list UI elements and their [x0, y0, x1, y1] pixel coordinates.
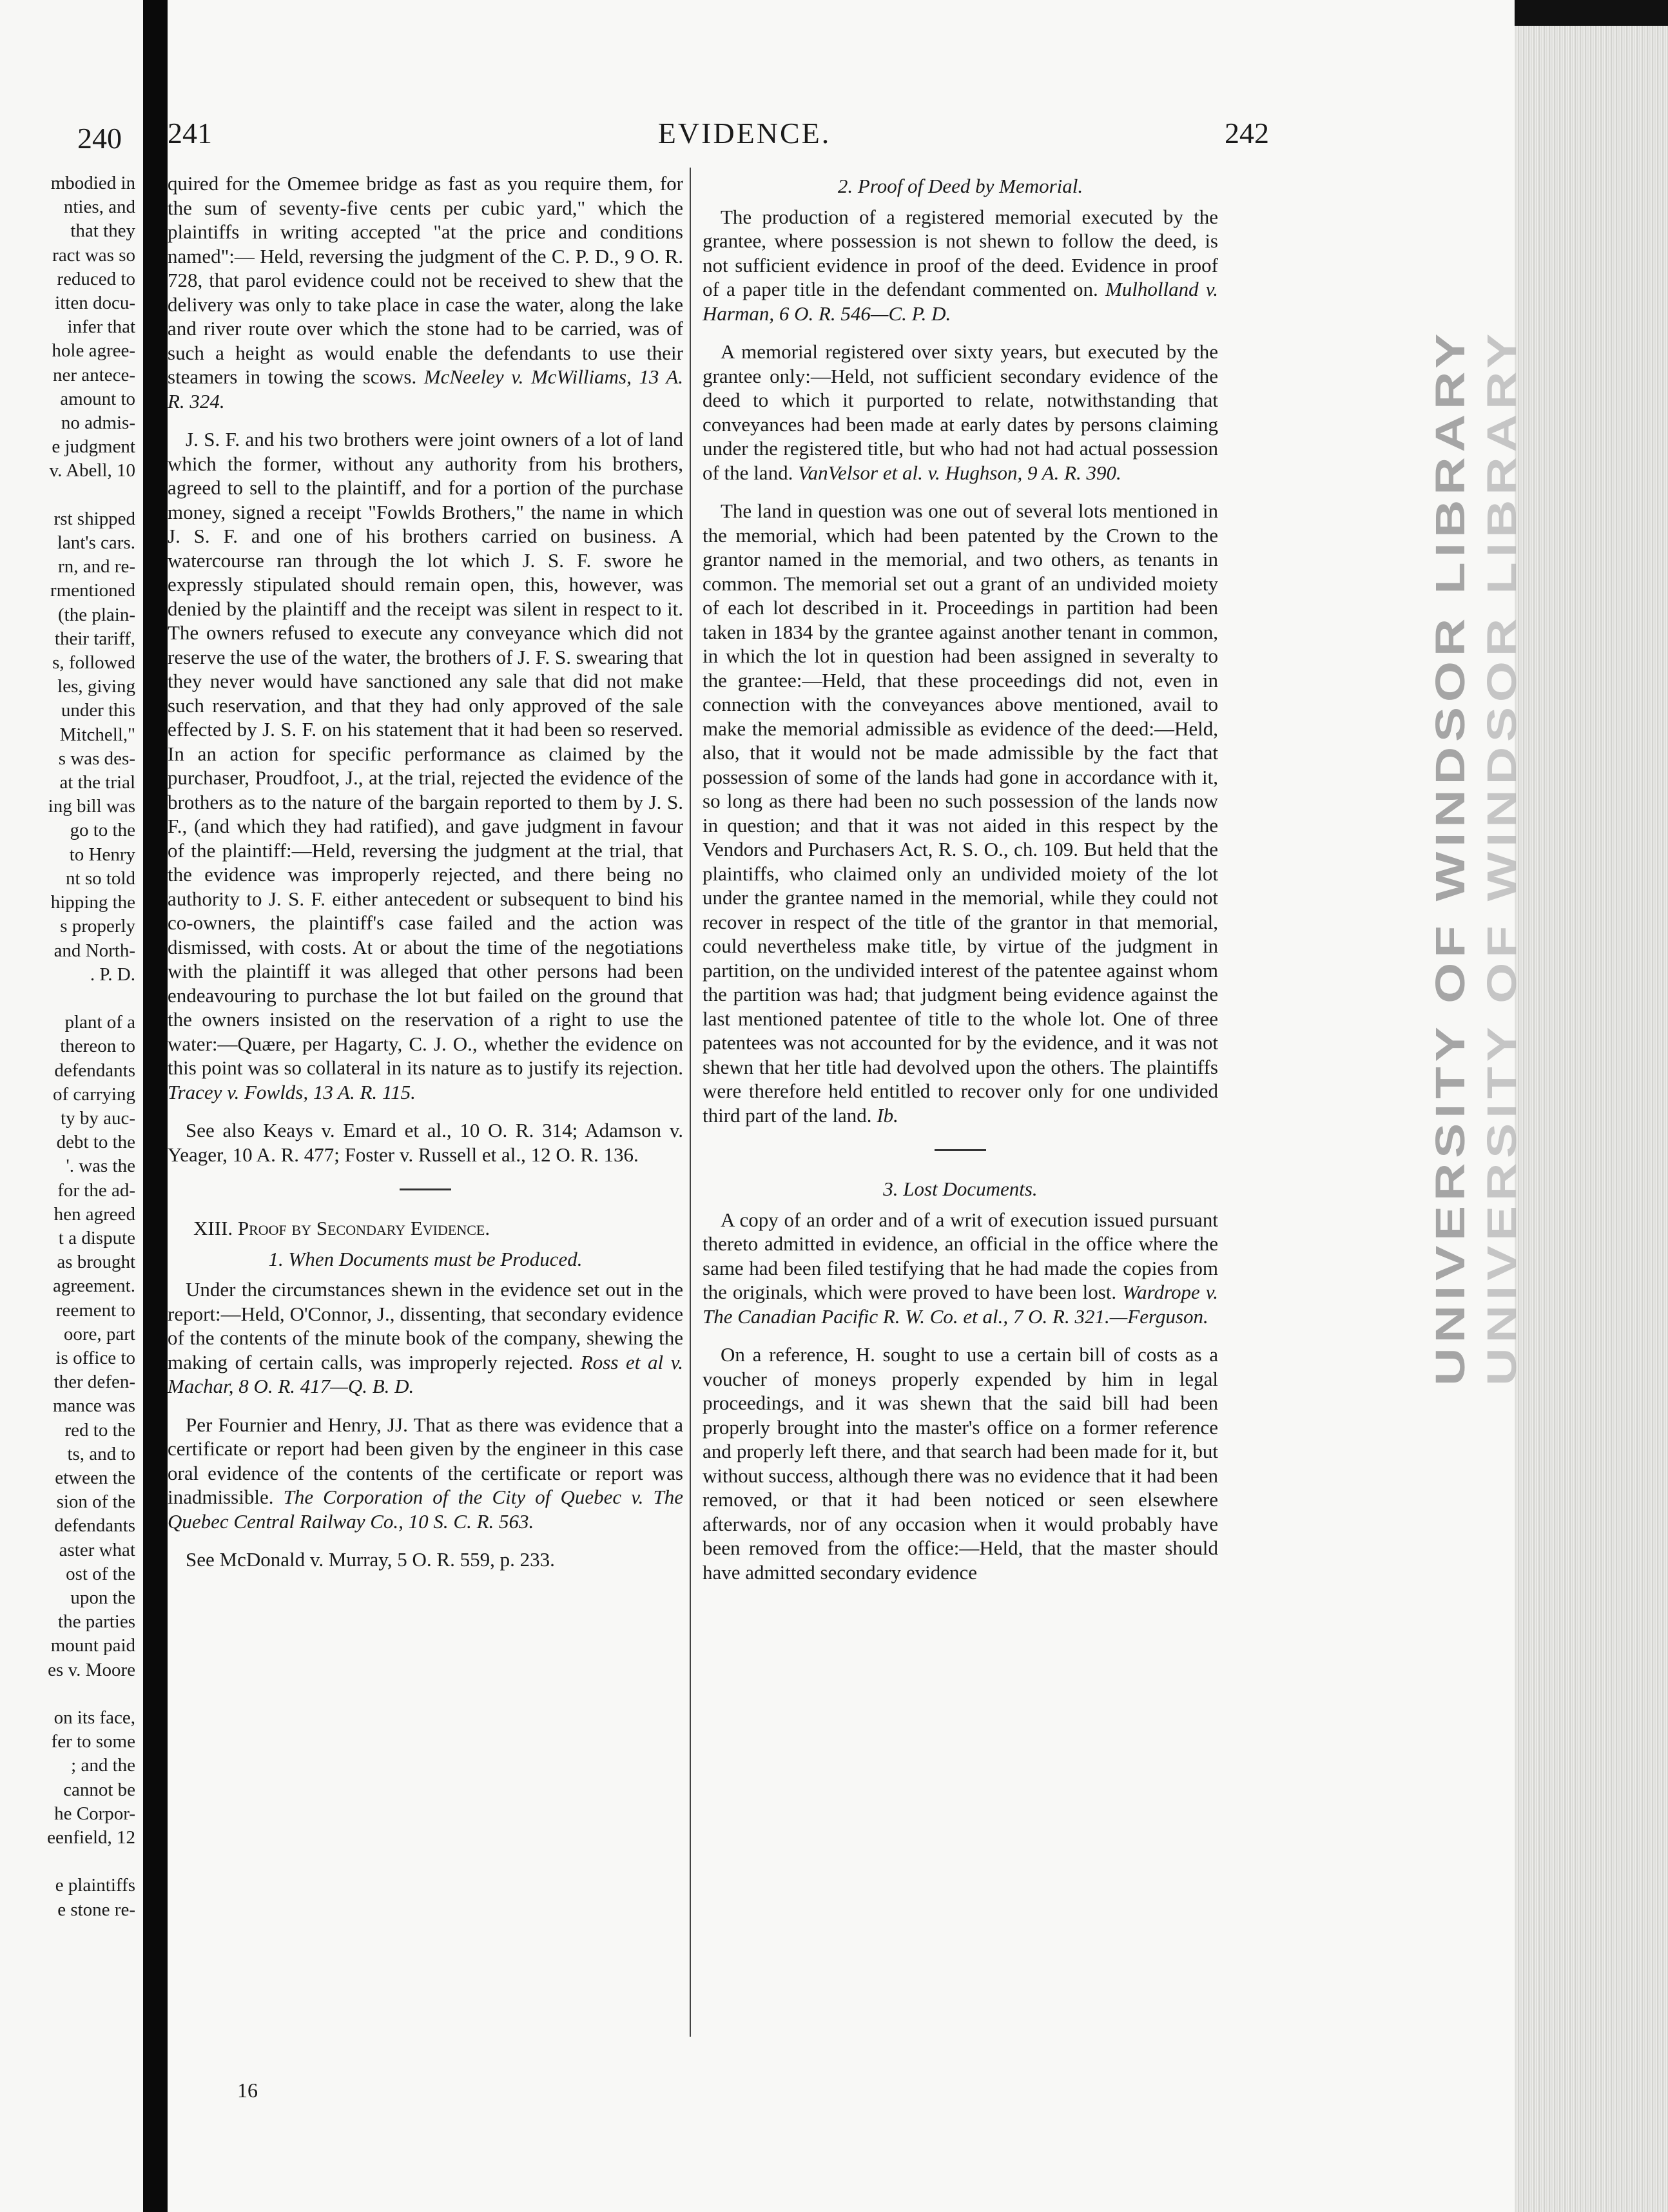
left-page-line: and North-	[53, 940, 135, 961]
left-page-line: mance was	[52, 1395, 135, 1417]
paragraph-text: The land in question was one out of several lots mentioned in the memorial, which had been patented by the Crown to the grantor named in the memorial, and two others, as tenants in common. The memorial set out a grant of an undivided moiety of each lot described in it. Proceedings in partition had been taken in 1834 by the grantee against another tenant in common, in which the lot in question had been assigned in severalty to the grantee:—Held, that these proceedings did not, even in connection with the conveyances above mentioned, avail to make the memorial admissible as evidence of the deed:—Held, also, that it would not be made admissible by the fact that possession of some of the lands had gone in accordance with it, so long as there had been no such possession of the lands now in question; and that it was not aided in this respect by the Vendors and Purchasers Act, R. S. O., ch. 109. But held that the plaintiffs, who claimed only an undivided moiety of the lot under the grantee named in the memorial, while they could not recover in respect of the title of the grantor in that memorial, could nevertheless make title, by virtue of the judgment in partition, on the undivided interest of the patentee against whom the partition was had; that judgment being evidence against the last mentioned patentee of title to the whole lot. One of three patentees was not accounted for by the evidence, and it was not shewn that her title had devolved upon the others. The plaintiffs were therefore held entitled to recover only for one undivided third part of the land.	[703, 500, 1218, 1127]
case-citation: The Corporation of the City of Quebec v. The Quebec Central Railway Co., 10 S. C. R. 563.	[168, 1486, 684, 1533]
left-page-line: for the ad-	[57, 1179, 135, 1201]
left-page-line: e plaintiffs	[55, 1875, 135, 1896]
page-edges	[1515, 0, 1668, 2212]
left-page-line: e stone re-	[57, 1899, 135, 1920]
left-page-line: rn, and re-	[58, 556, 135, 577]
left-page-line: of carrying	[52, 1083, 135, 1105]
left-page-line: plant of a	[64, 1012, 135, 1033]
left-page-line: s properly	[60, 916, 135, 937]
paragraph-text: quired for the Omemee bridge as fast as you require them, for the sum of seventy-five cents per cubic yard," which the plaintiffs in writing accepted "at the price and conditions named":— Held, reversing the judgment of the C. P. D., 9 O. R. 728, that parol evidence could not be received to shew that the delivery was only to take place in case the water, along the lake and river route over which the stone had to be carried, was of such a height as would enable the defendants to use their steamers in towing the scows.	[168, 172, 683, 388]
left-page-line: Mitchell,"	[59, 724, 135, 745]
left-column	[168, 171, 683, 1586]
left-page-line: s, followed	[52, 652, 135, 674]
case-citation: Ross et al v. Machar, 8 O. R. 417—Q. B. D.	[168, 1350, 683, 1397]
left-page-line	[0, 987, 135, 1011]
left-page-line: red to the	[64, 1419, 135, 1441]
case-citation: VanVelsor et al. v. Hughson, 9 A. R. 390.	[798, 461, 1121, 484]
left-page-line: v. Abell, 10	[49, 460, 135, 481]
left-page-line: (the plain-	[58, 604, 135, 625]
left-page-line: the parties	[58, 1611, 135, 1633]
left-page-line: e judgment	[52, 436, 135, 458]
left-page-line: mbodied in	[50, 173, 135, 193]
paragraph-text: The production of a registered memorial executed by the grantee, where possession is not shewn to follow the deed, is not sufficient evidence in proof of the deed. Evidence in proof of a paper title in the defendant commented on.	[703, 205, 1218, 300]
left-page-line: reement to	[55, 1299, 135, 1321]
signature-number: 16	[237, 2079, 258, 2102]
left-page-line: t a dispute	[58, 1227, 135, 1248]
sub-heading: 1. When Documents must be Produced.	[268, 1247, 583, 1270]
paragraph: On a reference, H. sought to use a certain bill of costs as a voucher of moneys properly expended by him in legal proceedings, and it was shewn that the said bill had been properly brought into the master's office on a former reference and properly left there, and that search had been made for it, but without success, although there was no evidence that it had been removed, or that it had been noticed or seen elsewhere afterwards, nor of any occasion when it would probably have been removed from the office:—Held, that the master should have admitted secondary evidence	[703, 1343, 1218, 1584]
left-page-line: ty by auc-	[61, 1107, 135, 1129]
left-page-line: defendants	[54, 1060, 135, 1081]
paragraph	[168, 1413, 683, 1534]
left-page-line: under this	[61, 700, 135, 721]
book-gutter	[143, 0, 168, 2212]
left-page-line: debt to the	[56, 1132, 135, 1153]
sub-heading: 3. Lost Documents.	[883, 1178, 1038, 1200]
left-page-line: '. was the	[66, 1156, 135, 1177]
left-page-line: agreement.	[52, 1276, 135, 1297]
left-page-line: hole agree-	[52, 340, 135, 362]
left-page-line: rst shipped	[53, 508, 135, 529]
left-page-line: their tariff,	[54, 628, 135, 649]
left-page	[0, 0, 143, 2212]
left-page-line: no admis-	[61, 412, 135, 434]
paragraph-text: A copy of an order and of a writ of execution issued pursuant thereto admitted in evidence, an official in the office where the same had been filed testifying that he had made the copies from the originals, which were proved to have been lost.	[703, 1208, 1218, 1303]
paragraph	[703, 340, 1218, 485]
left-page-line: ts, and to	[67, 1443, 135, 1464]
left-page-line: itten docu-	[55, 293, 135, 314]
left-page-line: hipping the	[50, 892, 135, 913]
running-title: EVIDENCE.	[657, 117, 831, 150]
left-page-line: as brought	[57, 1252, 135, 1273]
page-header	[168, 116, 1515, 155]
left-page-line: s was des-	[58, 748, 135, 769]
left-page-line: aster what	[59, 1539, 135, 1560]
paragraph	[168, 1277, 683, 1399]
case-citation: Mulholland v. Harman, 6 O. R. 546—C. P. D.	[703, 278, 1219, 325]
library-stamp	[1427, 316, 1529, 1399]
left-page-line: mount paid	[50, 1635, 135, 1656]
left-page-line: at the trial	[59, 772, 135, 793]
left-page-line: es v. Moore	[48, 1659, 135, 1680]
left-page-line: les, giving	[57, 676, 135, 697]
left-page-line: ing bill was	[48, 796, 135, 817]
sub-heading: 2. Proof of Deed by Memorial.	[837, 175, 1083, 197]
left-page-line	[0, 483, 135, 507]
left-page-line: sion of the	[56, 1491, 135, 1513]
paragraph	[703, 1208, 1218, 1329]
right-column	[703, 171, 1218, 1598]
left-page-line: to Henry	[69, 844, 135, 865]
page-edges-top-shadow	[1515, 0, 1668, 26]
left-page-line: nties, and	[63, 197, 135, 218]
left-page-line: . P. D.	[90, 964, 135, 985]
left-page-line: that they	[70, 220, 135, 242]
left-page-line: he Corpor-	[54, 1803, 135, 1824]
paragraph	[703, 499, 1218, 1127]
section-heading: XIII. Proof by Secondary Evidence.	[193, 1217, 490, 1239]
left-page-line: infer that	[67, 316, 135, 338]
left-page-line: fer to some	[51, 1731, 135, 1752]
case-citation: Ib.	[877, 1103, 898, 1127]
left-page-line: cannot be	[63, 1779, 135, 1800]
case-citation: Wardrope v. The Canadian Pacific R. W. Co. et al., 7 O. R. 321.—Ferguson.	[703, 1281, 1219, 1328]
left-page-line	[0, 1682, 135, 1706]
left-page-line	[0, 1850, 135, 1874]
section-separator	[400, 1188, 451, 1190]
left-page-line: ther defen-	[53, 1372, 135, 1393]
left-page-line: lant's cars.	[57, 532, 135, 554]
library-stamp-text: UNIVERSITY OF WINDSOR LIBRARY	[1427, 554, 1473, 1386]
paragraph	[703, 205, 1218, 326]
paragraph-text: J. S. F. and his two brothers were joint owners of a lot of land which the former, without any authority from his brothers, agreed to sell to the plaintiff, and for a portion of the purchase money, signed a receipt "Fowlds Brothers," the name in which J. S. F. and one of his brothers carried on business. A watercourse ran through the lot which J. S. F. swore he expressly stipulated should remain open, this, however, was denied by the plaintiff and the receipt was silent in respect to it. The owners refused to execute any conveyance which did not reserve the use of the water, the brothers of J. F. S. swearing that they never would have sanctioned any sale that did not make such reservation, and that they had only approved of the sale effected by J. S. F. on his statement that it had been so reserved. In an action for specific performance as claimed by the purchaser, Proudfoot, J., at the trial, rejected the evidence of the brothers as to the nature of the bargain reported to them by J. S. F., (and which they had ratified), and gave judgment in favour of the plaintiff:—Held, reversing the judgment at the trial, that the evidence was improperly rejected, and there being no authority to J. S. F. either antecedent or subsequent to bind his co-owners, the plaintiff's case failed and the action was dismissed, with costs. At or about the time of the negotiations with the plaintiff it was alleged that other persons had been endeavouring to purchase the lot but failed on the ground that the owners insisted on the reservation of a right to use the water:—Quære, per Hagarty, C. J. O., whether the evidence on this point was so collateral in its nature as to justify its rejection.	[168, 428, 683, 1079]
left-page-line: defendants	[54, 1515, 135, 1537]
left-page-line: rmentioned	[50, 580, 135, 601]
left-page-line: amount to	[60, 388, 135, 409]
left-page-line: eenfield, 12	[47, 1827, 135, 1848]
paragraph-text: Under the circumstances shewn in the evidence set out in the report:—Held, O'Connor, J., dissenting, that secondary evidence of the contents of the minute book of the company, shewing the making of certain calls, was improperly rejected.	[168, 1278, 683, 1373]
left-page-line: is office to	[55, 1347, 135, 1368]
paragraph-text: A memorial registered over sixty years, but executed by the grantee only:—Held, not sufficient secondary evidence of the deed to which it purported to relate, notwithstanding that conveyances had been made at early dates by persons claiming under the registered title, but who had not had actual possession of the land.	[703, 340, 1218, 484]
left-page-line: oore, part	[63, 1323, 135, 1344]
left-page-line: ; and the	[71, 1755, 135, 1776]
left-page-line: on its face,	[53, 1707, 135, 1728]
paragraph	[168, 427, 683, 1104]
left-page-line: nt so told	[66, 868, 135, 889]
left-page-line: ract was so	[52, 244, 135, 266]
left-page-line: hen agreed	[53, 1203, 135, 1225]
left-page-line: upon the	[70, 1587, 135, 1608]
left-page-text-fragments	[0, 171, 135, 1922]
library-stamp-text-outline: UNIVERSITY OF WINDSOR LIBRARY	[1479, 554, 1525, 1386]
left-page-line: ost of the	[66, 1563, 135, 1584]
left-page-line: etween the	[55, 1467, 135, 1488]
left-page-line: go to the	[70, 820, 135, 841]
paragraph-text: Per Fournier and Henry, JJ. That as there was evidence that a certificate or report had been given by the engineer in this case oral evidence of the contents of the certificate or report was inadmissible.	[168, 1413, 683, 1508]
left-page-line: thereon to	[60, 1036, 135, 1057]
left-page-number: 240	[77, 122, 122, 155]
section-separator	[935, 1149, 986, 1151]
header-left-page-number: 241	[168, 117, 212, 150]
case-citation: McNeeley v. McWilliams, 13 A. R. 324.	[168, 365, 684, 412]
left-page-line: reduced to	[57, 268, 135, 289]
see-reference: See McDonald v. Murray, 5 O. R. 559, p. 233.	[186, 1548, 555, 1571]
header-right-page-number: 242	[1225, 117, 1269, 150]
left-page-line: ner antece-	[53, 364, 135, 385]
see-also-note: See also Keays v. Emard et al., 10 O. R. 314; Adamson v. Yeager, 10 A. R. 477; Foster v. Russell et al., 12 O. R. 136.	[168, 1119, 683, 1166]
main-page	[168, 0, 1515, 2212]
case-citation: Tracey v. Fowlds, 13 A. R. 115.	[168, 1080, 416, 1103]
column-divider	[690, 168, 691, 2037]
paragraph	[168, 171, 683, 413]
